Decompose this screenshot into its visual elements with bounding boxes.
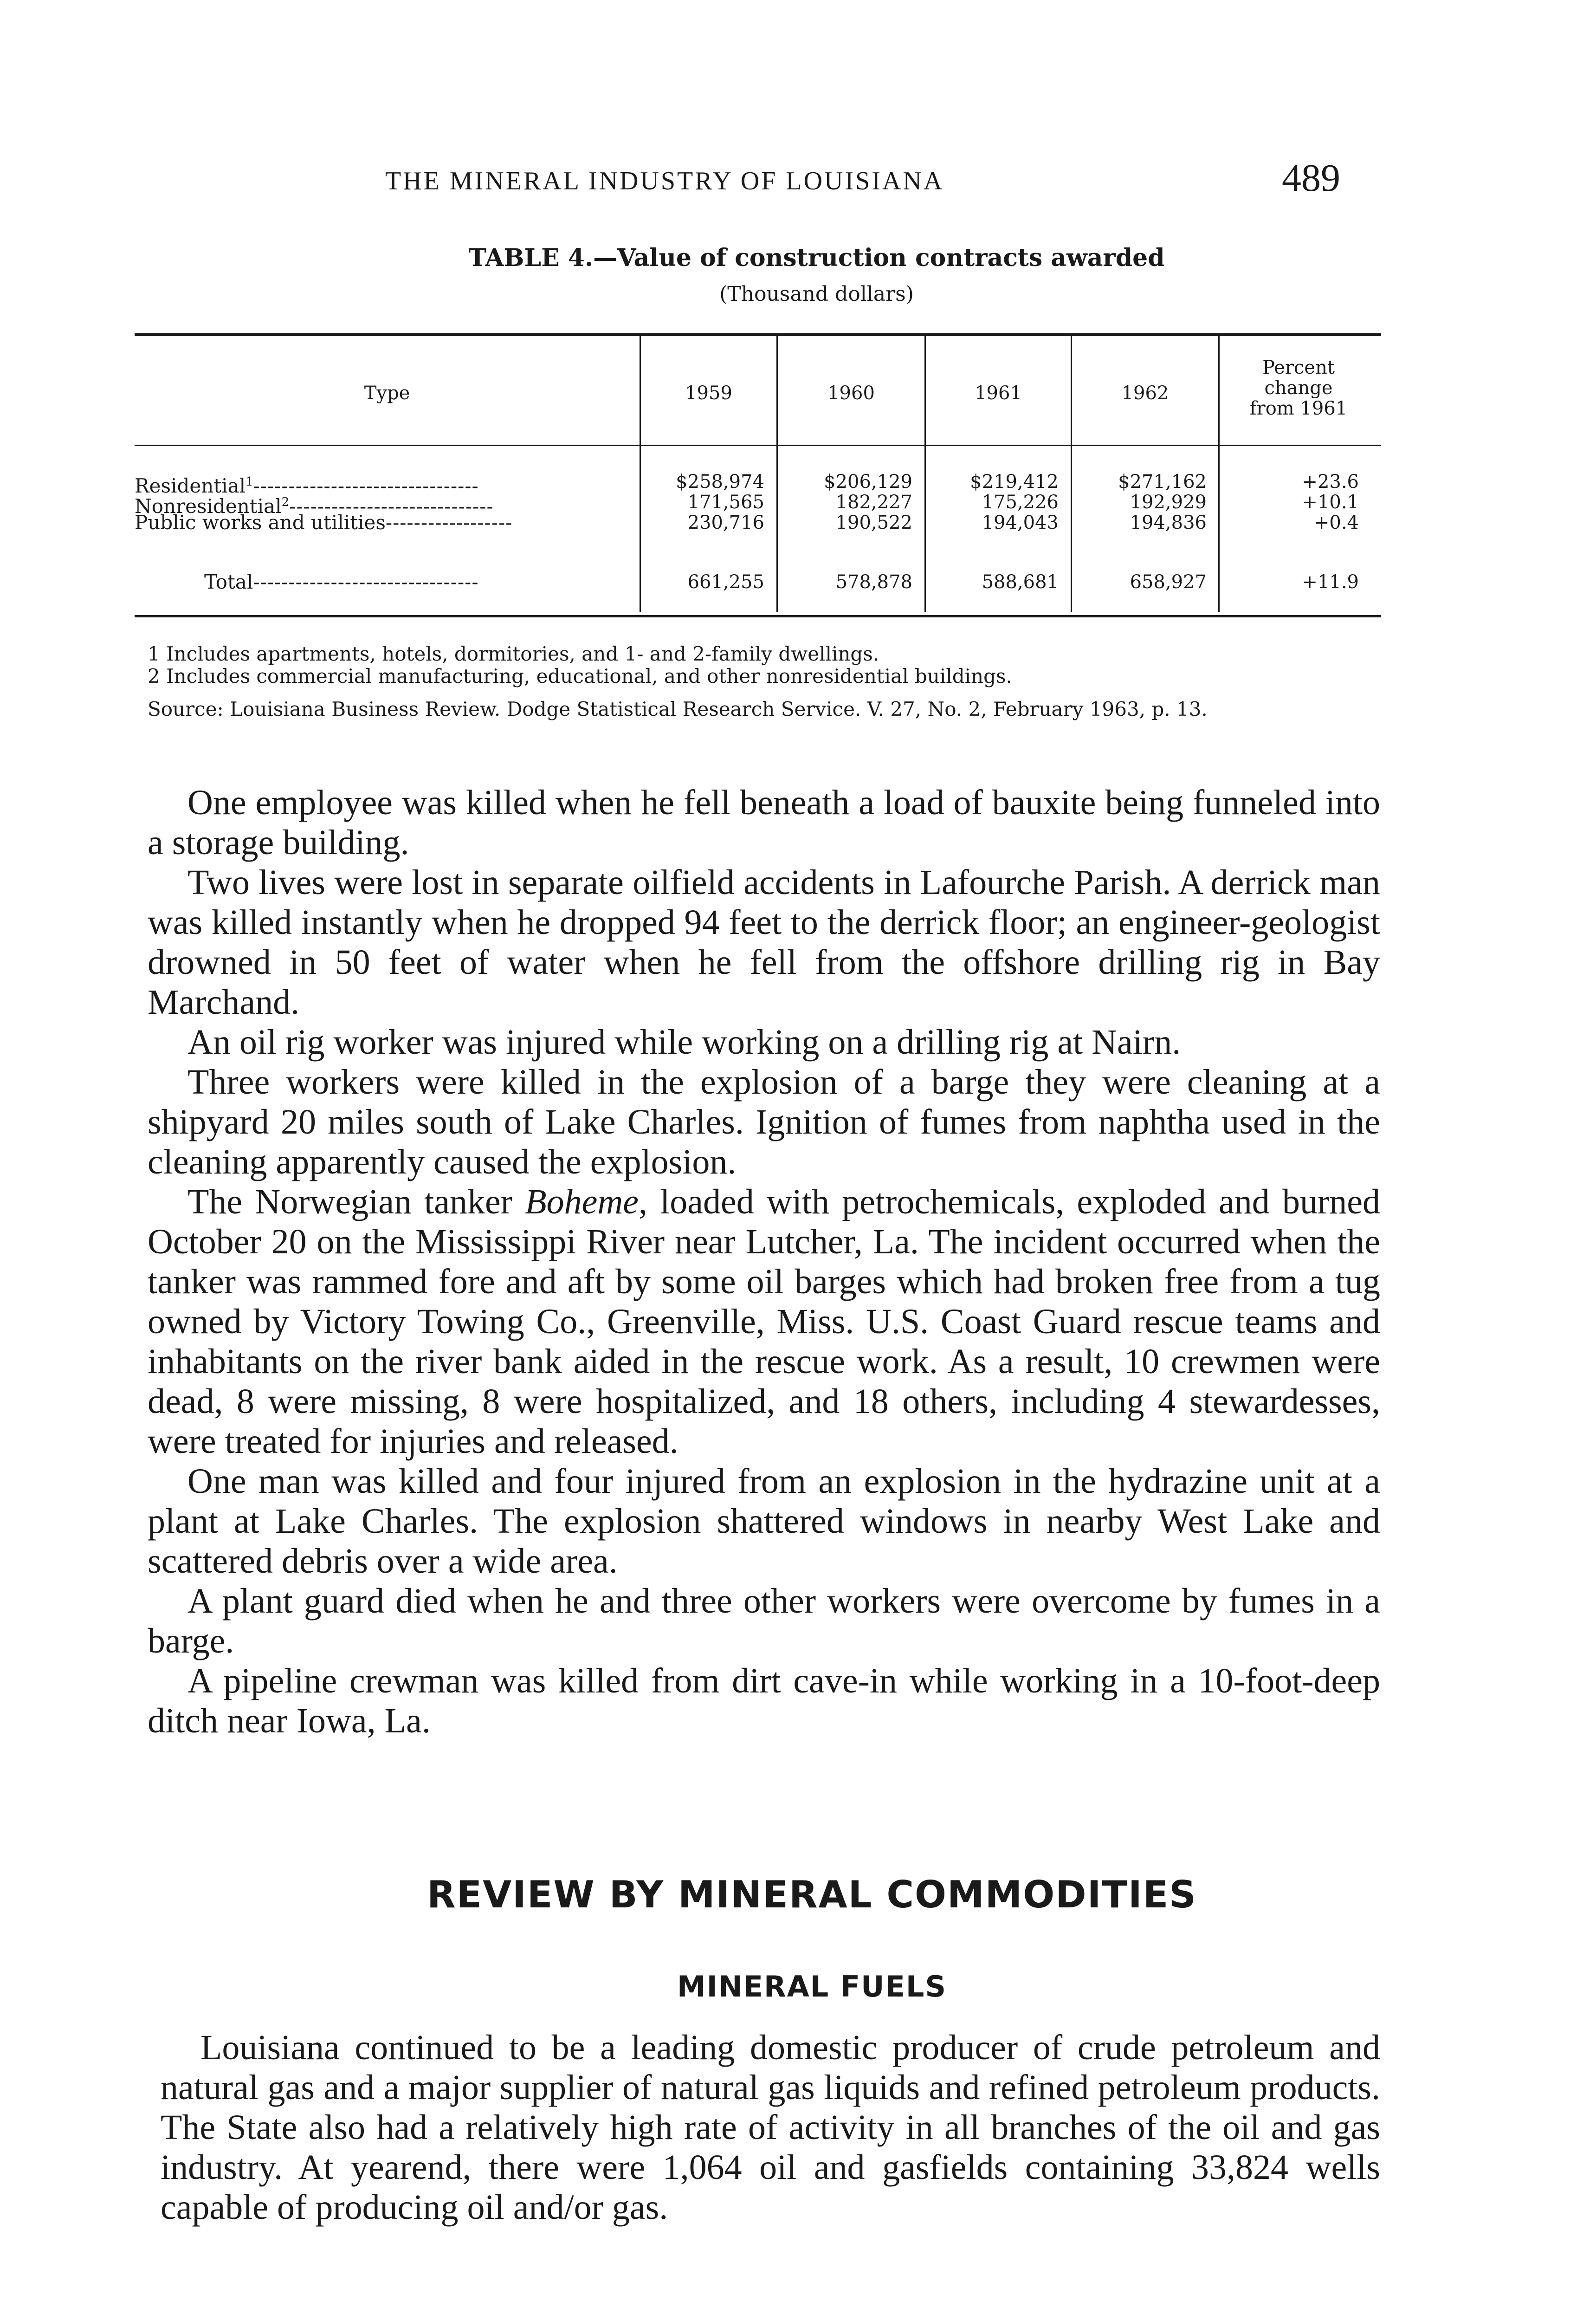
dot-leaders: ----------------------------- [289, 495, 494, 518]
dot-leaders: -------------------------------- [253, 474, 479, 497]
body-paragraph: Louisiana continued to be a leading domestic producer of crude petroleum and natural gas and a major supplier of natural gas liquids and refined petroleum products. The State also had a relatively high rate of activity in all branches of the oil and gas industry. At yearend, there were 1,064 oil and gasfields containing 33,824 wells capable of producing oil and/or gas. [161, 2028, 1380, 2227]
table-unit: (Thousand dollars) [719, 282, 914, 306]
footnote-marker: 2 [281, 495, 290, 509]
table-title: TABLE 4.—Value of construction contracts awarded [468, 244, 1165, 272]
table-cell: $258,974 [676, 471, 764, 493]
table-cell: 171,565 [687, 492, 764, 513]
column-header-1962: 1962 [1121, 383, 1169, 404]
dot-leaders: -------------------------------- [253, 571, 479, 593]
body-paragraph-tanker [148, 1182, 1380, 1461]
column-header-type: Type [364, 383, 410, 404]
table-total-cell: 588,681 [982, 571, 1059, 593]
table-cell: 190,522 [835, 512, 912, 533]
page-number: 489 [1282, 156, 1340, 200]
table-cell: 182,227 [835, 492, 912, 513]
dot-leaders: ------------------ [385, 511, 513, 534]
row-label-text: Nonresidential [135, 495, 282, 518]
table-row-label [135, 512, 512, 533]
section-heading: REVIEW BY MINERAL COMMODITIES [426, 1873, 1197, 1916]
table-cell: +0.4 [1313, 512, 1359, 533]
table-total-label [204, 572, 479, 592]
running-head: THE MINERAL INDUSTRY OF LOUISIANA [385, 167, 944, 195]
row-label-text: Public works and utilities [135, 511, 386, 534]
table-cell: $219,412 [970, 471, 1059, 493]
table-header-rule [135, 445, 1381, 446]
body-paragraph: An oil rig worker was injured while working on a drilling rig at Nairn. [187, 1023, 1181, 1062]
table-total-cell: +11.9 [1302, 571, 1359, 593]
table-total-cell: 578,878 [835, 571, 912, 593]
text-run: The Norwegian tanker [187, 1182, 525, 1221]
table-source: Source: Louisiana Business Review. Dodge Statistical Research Service. V. 27, No. 2, February 1963, p. 13. [148, 698, 1208, 720]
mineral-fuels-paragraph-block [161, 2028, 1380, 2227]
row-label-text: Residential [135, 474, 246, 497]
table-cell: 175,226 [982, 492, 1059, 513]
column-header-1959: 1959 [685, 383, 732, 404]
column-header-1961: 1961 [975, 383, 1022, 404]
table-cell: 194,043 [982, 512, 1059, 533]
table-bottom-rule [135, 615, 1381, 617]
table-cell: +10.1 [1302, 492, 1359, 513]
table-total-cell: 658,927 [1130, 571, 1207, 593]
body-paragraph: Two lives were lost in separate oilfield accidents in Lafourche Parish. A derrick man was killed instantly when he dropped 94 feet to the derrick floor; an engineer-geologist drowned in 50 feet of water when he fell from the offshore drilling rig in Bay Marchand. [148, 863, 1380, 1022]
table-footnote: 2 Includes commercial manufacturing, educational, and other nonresidential buildings. [148, 665, 1012, 687]
column-header-percent-change [1220, 357, 1377, 419]
table-footnote: 1 Includes apartments, hotels, dormitories, and 1- and 2-family dwellings. [148, 642, 879, 665]
body-paragraph: One man was killed and four injured from an explosion in the hydrazine unit at a plant at Lake Charles. The explosion shattered windows in nearby West Lake and scattered debris over a wide area. [148, 1462, 1380, 1581]
article-body [148, 783, 1380, 1741]
column-header-1960: 1960 [827, 383, 875, 404]
table-cell: $271,162 [1118, 471, 1207, 493]
body-paragraph: Three workers were killed in the explosion of a barge they were cleaning at a shipyard 20 miles south of Lake Charles. Ignition of fumes from naphtha used in the cleaning apparently caused the explosion. [148, 1063, 1380, 1181]
table-cell: 194,836 [1130, 512, 1207, 533]
table-cell: +23.6 [1302, 471, 1359, 493]
subsection-heading: MINERAL FUELS [677, 1970, 947, 2003]
body-paragraph: A pipeline crewman was killed from dirt cave-in while working in a 10-foot-deep ditch near Iowa, La. [148, 1661, 1380, 1740]
table-cell: 192,929 [1130, 492, 1207, 513]
body-paragraph: A plant guard died when he and three other workers were overcome by fumes in a barge. [148, 1582, 1380, 1660]
ship-name: Boheme [525, 1182, 639, 1221]
body-paragraph: One employee was killed when he fell beneath a load of bauxite being funneled into a storage building. [148, 783, 1380, 862]
text-run: , loaded with petrochemicals, exploded and burned October 20 on the Mississippi River near Lutcher, La. The incident occurred when the tanker was rammed fore and aft by some oil barges which had broken free from a tug owned by Victory Towing Co., Greenville, Miss. U.S. Coast Guard rescue teams and inhabitants on the river bank aided in the rescue work. As a result, 10 crewmen were dead, 8 were missing, 8 were hospitalized, and 18 others, including 4 stewardesses, were treated for injuries and released. [148, 1182, 1380, 1461]
footnote-marker: 1 [246, 475, 253, 489]
table-top-rule [135, 333, 1381, 336]
row-label-text: Total [204, 571, 253, 593]
table-total-cell: 661,255 [687, 571, 764, 593]
percent-change-line: change [1264, 377, 1333, 399]
percent-change-line: Percent [1262, 357, 1335, 378]
percent-change-line: from 1961 [1249, 398, 1348, 419]
table-cell: $206,129 [824, 471, 912, 493]
table-cell: 230,716 [687, 512, 764, 533]
